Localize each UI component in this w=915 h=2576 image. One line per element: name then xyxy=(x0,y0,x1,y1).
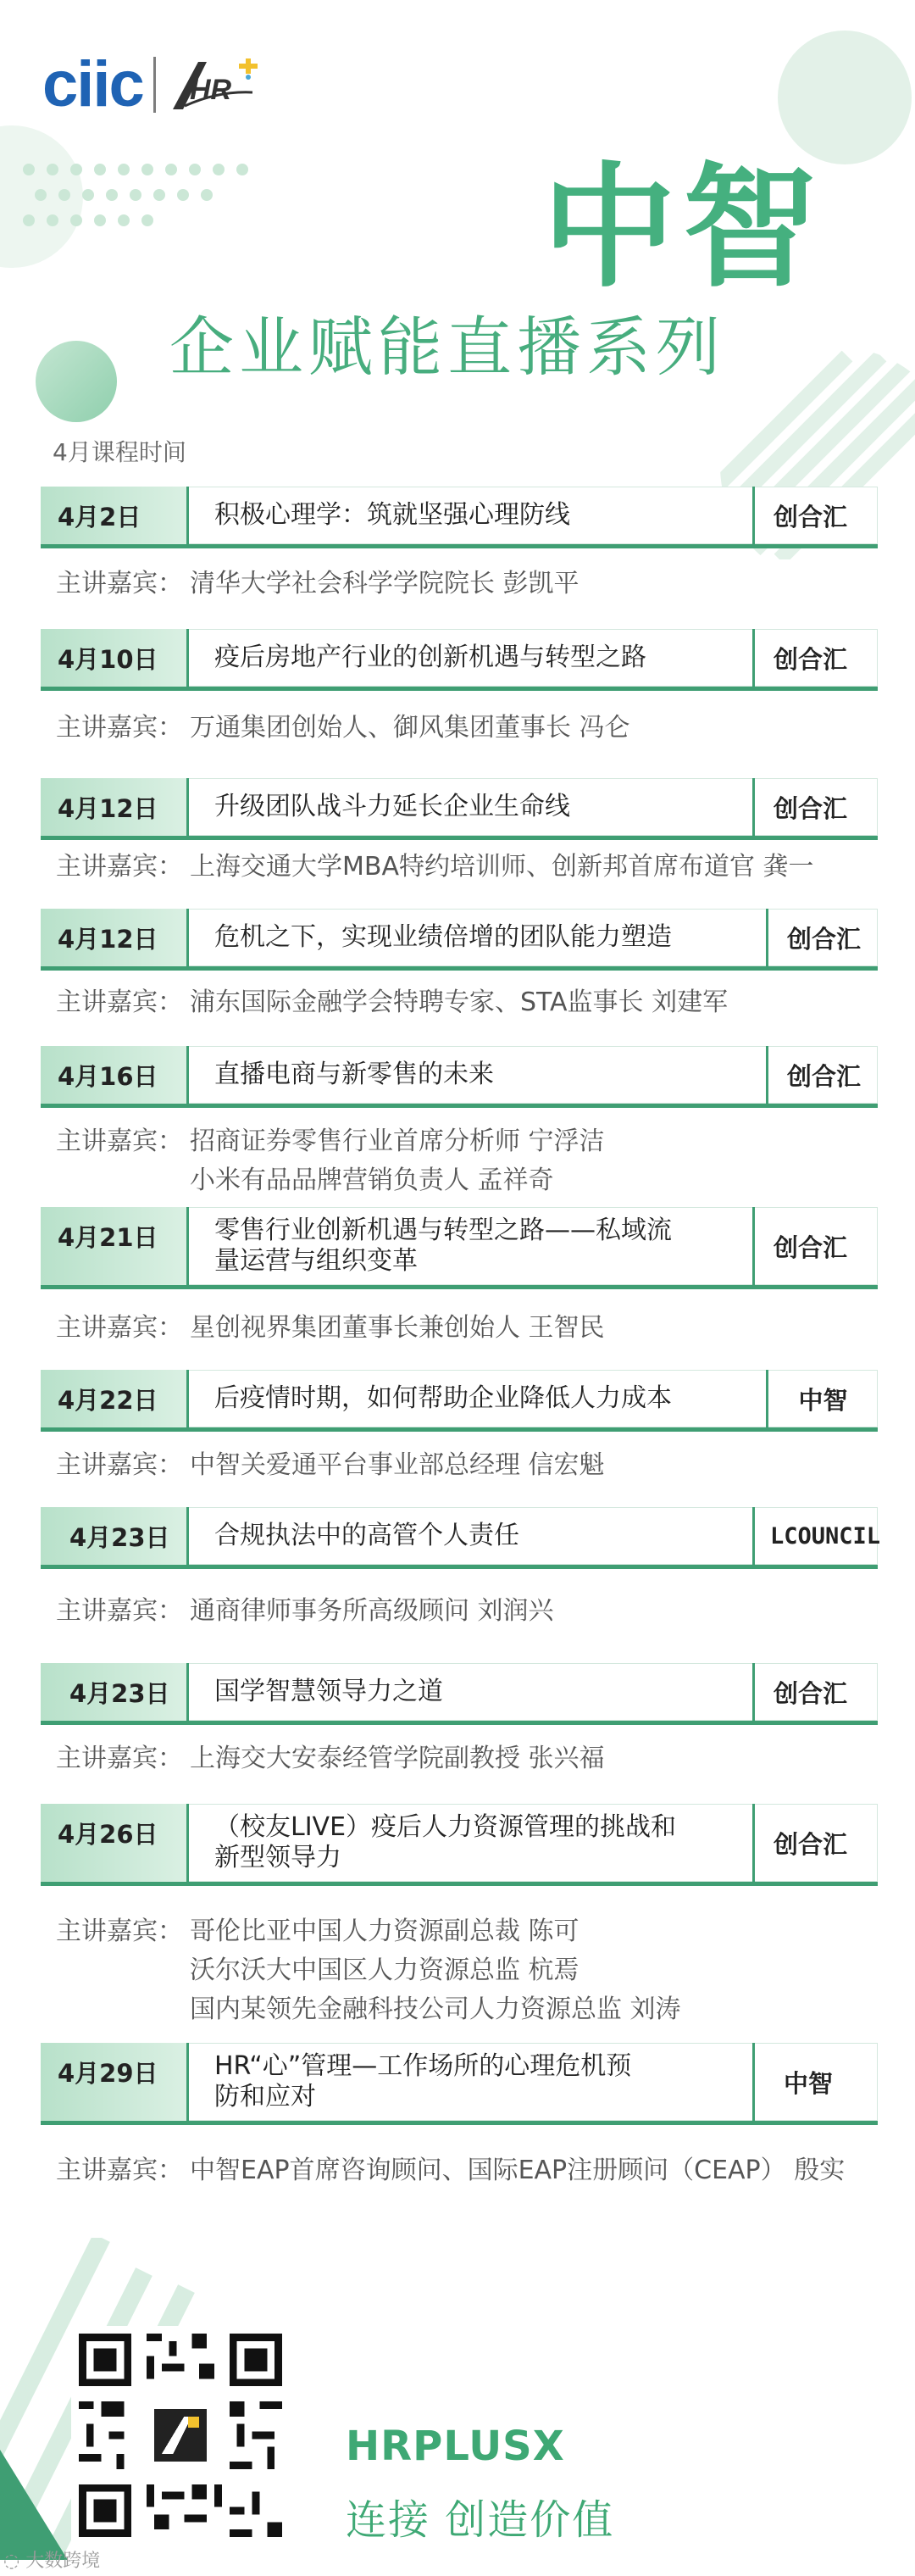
speaker-line xyxy=(56,1446,605,1485)
speaker-line xyxy=(56,1122,605,1200)
speaker-line xyxy=(56,2151,845,2190)
course-row xyxy=(41,629,878,691)
course-organizer: 创合汇 xyxy=(766,909,878,966)
course-topic-line: （校友LIVE）疫后人力资源管理的挑战和 xyxy=(214,1812,677,1842)
course-date: 4月21日 xyxy=(41,1207,186,1285)
hrplus-logo-icon xyxy=(168,57,259,113)
speaker-label: 主讲嘉宾： xyxy=(56,1127,183,1156)
course-date: 4月12日 xyxy=(41,778,186,836)
course-topic: 积极心理学：筑就坚强心理防线 xyxy=(186,487,752,544)
speaker-label: 主讲嘉宾： xyxy=(56,1744,183,1773)
speaker-line xyxy=(56,1592,554,1631)
speaker-name: 招商证券零售行业首席分析师 宁浮洁 xyxy=(190,1127,605,1156)
course-row xyxy=(41,1046,878,1108)
course-topic xyxy=(186,1207,752,1285)
course-date: 4月2日 xyxy=(41,487,186,544)
course-row xyxy=(41,778,878,840)
course-organizer: 创合汇 xyxy=(752,629,878,687)
course-topic: 升级团队战斗力延长企业生命线 xyxy=(186,778,752,836)
speaker-label: 主讲嘉宾： xyxy=(56,1450,183,1480)
speaker-label: 主讲嘉宾： xyxy=(56,2156,183,2185)
course-organizer: 创合汇 xyxy=(766,1046,878,1104)
logo-divider xyxy=(153,57,156,113)
speaker-name: 清华大学社会科学学院院长 彭凯平 xyxy=(190,569,580,598)
course-organizer: LCOUNCIL xyxy=(752,1507,878,1565)
speaker-name: 中智关爱通平台事业部总经理 信宏魁 xyxy=(190,1450,605,1480)
speaker-name-list xyxy=(190,1122,605,1200)
course-row xyxy=(41,1207,878,1289)
speaker-name: 沃尔沃大中国区人力资源总监 杭焉 xyxy=(190,1956,580,1985)
course-topic-line: 量运营与组织变革 xyxy=(214,1246,418,1276)
speaker-label: 主讲嘉宾： xyxy=(56,713,183,743)
decor-dot-grid xyxy=(20,158,258,251)
course-date: 4月26日 xyxy=(41,1804,186,1882)
watermark xyxy=(3,2546,100,2573)
speaker-name: 国内某领先金融科技公司人力资源总监 刘涛 xyxy=(190,1995,681,2024)
course-date: 4月22日 xyxy=(41,1370,186,1427)
speaker-name: 中智EAP首席咨询顾问、国际EAP注册顾问（CEAP） 殷实 xyxy=(190,2156,846,2185)
course-row xyxy=(41,1663,878,1725)
speaker-name: 小米有品品牌营销负责人 孟祥奇 xyxy=(190,1166,554,1195)
speaker-name: 上海交大安泰经管学院副教授 张兴福 xyxy=(190,1744,605,1773)
page-title: 中智 xyxy=(542,150,824,306)
ciic-logo-text: ciic xyxy=(42,48,143,120)
watermark-text: 大数跨境 xyxy=(25,2551,101,2572)
brand-slogan: 连接 创造价值 xyxy=(346,2496,615,2544)
speaker-label: 主讲嘉宾： xyxy=(56,988,183,1017)
speaker-line xyxy=(56,1739,605,1778)
speaker-name: 星创视界集团董事长兼创始人 王智民 xyxy=(190,1313,605,1343)
course-topic xyxy=(186,1804,752,1882)
decor-circle-top-right xyxy=(778,31,912,164)
course-organizer: 创合汇 xyxy=(752,1663,878,1721)
course-topic xyxy=(186,2043,752,2121)
course-date: 4月12日 xyxy=(41,909,186,966)
speaker-label: 主讲嘉宾： xyxy=(56,1596,183,1626)
hrplus-logo-text: HR xyxy=(189,74,231,106)
month-label: 4月课程时间 xyxy=(53,438,186,466)
decor-circle-small-green xyxy=(36,341,117,422)
speaker-label: 主讲嘉宾： xyxy=(56,1313,183,1343)
ciic-logo xyxy=(42,48,259,120)
watermark-icon: ◌ xyxy=(3,2551,26,2572)
course-topic: 合规执法中的高管个人责任 xyxy=(186,1507,752,1565)
page-subtitle: 企业赋能直播系列 xyxy=(169,309,725,385)
speaker-line xyxy=(56,983,728,1022)
speaker-line xyxy=(56,565,580,604)
speaker-name: 哥伦比亚中国人力资源副总裁 陈可 xyxy=(190,1917,580,1946)
course-date: 4月23日 xyxy=(41,1507,186,1565)
speaker-label: 主讲嘉宾： xyxy=(56,852,183,882)
course-topic-line: 防和应对 xyxy=(214,2082,316,2111)
course-organizer: 创合汇 xyxy=(752,1804,878,1882)
speaker-label: 主讲嘉宾： xyxy=(56,569,183,598)
course-date: 4月23日 xyxy=(41,1663,186,1721)
qr-code xyxy=(71,2326,290,2545)
speaker-label: 主讲嘉宾： xyxy=(56,1917,183,1946)
course-topic-line: 新型领导力 xyxy=(214,1843,341,1872)
course-topic: 直播电商与新零售的未来 xyxy=(186,1046,766,1104)
speaker-name: 浦东国际金融学会特聘专家、STA监事长 刘建军 xyxy=(190,988,729,1017)
course-organizer: 中智 xyxy=(766,1370,878,1427)
course-date: 4月29日 xyxy=(41,2043,186,2121)
course-topic-line: HR“心”管理—工作场所的心理危机预 xyxy=(214,2051,632,2081)
course-topic: 后疫情时期，如何帮助企业降低人力成本 xyxy=(186,1370,766,1427)
course-row xyxy=(41,1507,881,1569)
course-organizer: 中智 xyxy=(752,2043,878,2121)
speaker-name: 上海交通大学MBA特约培训师、创新邦首席布道官 龚一 xyxy=(190,852,814,882)
speaker-line xyxy=(56,848,814,887)
course-row xyxy=(41,909,878,971)
speaker-name: 通商律师事务所高级顾问 刘润兴 xyxy=(190,1596,554,1626)
course-organizer: 创合汇 xyxy=(752,778,878,836)
speaker-line xyxy=(56,709,630,748)
course-organizer: 创合汇 xyxy=(752,487,878,544)
course-topic: 危机之下，实现业绩倍增的团队能力塑造 xyxy=(186,909,766,966)
course-topic: 疫后房地产行业的创新机遇与转型之路 xyxy=(186,629,752,687)
course-topic-line: 零售行业创新机遇与转型之路——私域流 xyxy=(214,1216,672,1245)
course-row xyxy=(41,1804,878,1886)
course-row xyxy=(41,487,878,548)
speaker-name: 万通集团创始人、御风集团董事长 冯仑 xyxy=(190,713,630,743)
course-organizer: 创合汇 xyxy=(752,1207,878,1285)
course-row xyxy=(41,2043,878,2125)
course-row xyxy=(41,1370,878,1432)
course-topic: 国学智慧领导力之道 xyxy=(186,1663,752,1721)
brand-name: HRPLUSX xyxy=(346,2423,565,2470)
course-date: 4月10日 xyxy=(41,629,186,687)
speaker-name-list xyxy=(190,1912,681,2029)
speaker-line xyxy=(56,1912,681,2029)
speaker-line xyxy=(56,1309,605,1348)
course-date: 4月16日 xyxy=(41,1046,186,1104)
